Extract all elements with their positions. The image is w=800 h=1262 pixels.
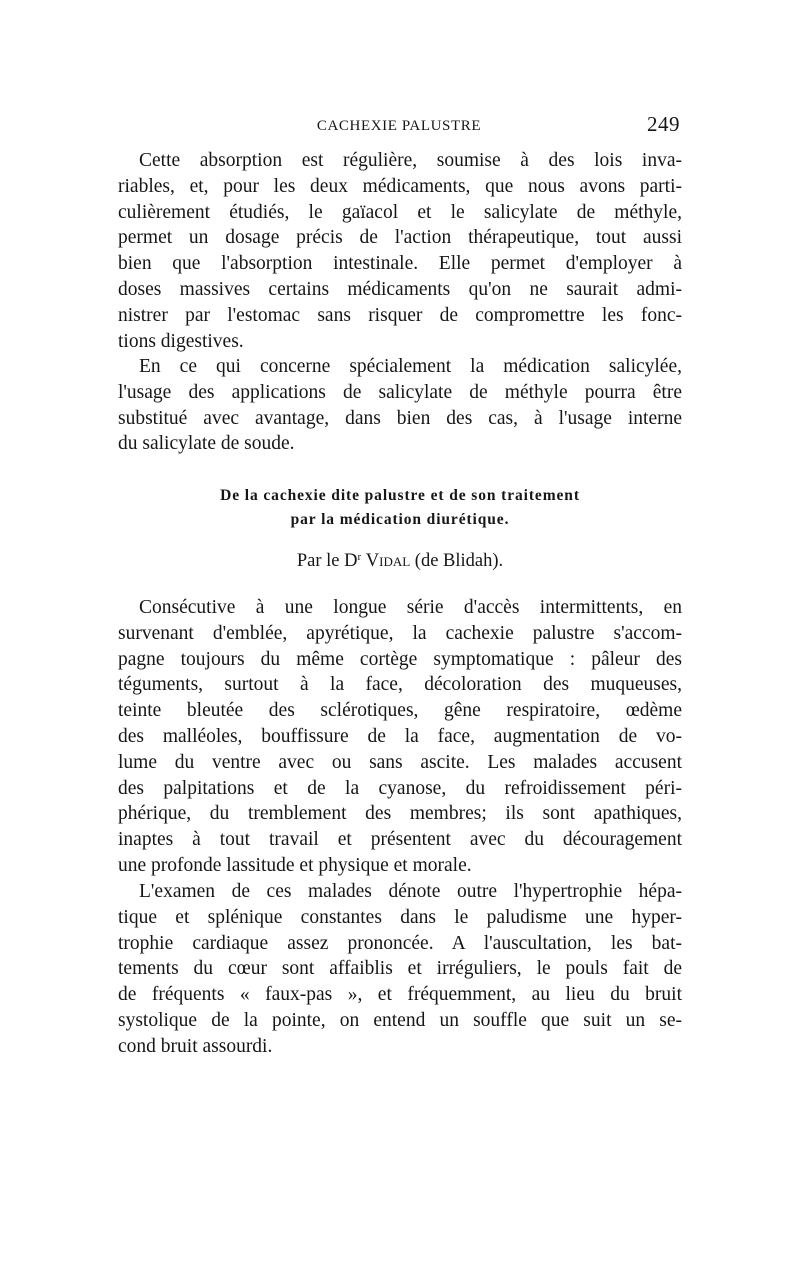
text-line: substitué avec avantage, dans bien des cas, à l'usage interne	[118, 407, 682, 429]
text-line: cond bruit assourdi.	[118, 1035, 273, 1057]
page-number: 249	[647, 112, 680, 136]
paragraph-absorption	[118, 148, 682, 354]
text-line: une profonde lassitude et physique et morale.	[118, 854, 472, 876]
byline-prefix: Par le D	[296, 551, 358, 571]
byline-suffix: (de Blidah).	[414, 551, 504, 571]
running-title: CACHEXIE PALUSTRE	[316, 118, 482, 134]
text-line: tions digestives.	[118, 330, 244, 352]
running-header	[118, 112, 680, 142]
text-line: de fréquents « faux-pas », et fréquemment, au lieu du bruit	[118, 984, 682, 1006]
text-line: inaptes à tout travail et présentent avec du découragement	[118, 829, 682, 851]
section-heading-line: De la cachexie dite palustre et de son traitement	[220, 487, 580, 504]
text-line: L'examen de ces malades dénote outre l'hypertrophie hépa-	[139, 881, 682, 902]
paragraph-examen	[118, 879, 682, 1060]
text-line: l'usage des applications de salicylate de méthyle pourra être	[118, 381, 682, 403]
paragraph-salicylee	[118, 354, 682, 457]
text-line: des malléoles, bouffissure de la face, augmentation de vo-	[118, 725, 682, 747]
text-line: lume du ventre avec ou sans ascite. Les malades accusent	[118, 751, 682, 773]
text-line: survenant d'emblée, apyrétique, la cachexie palustre s'accom-	[118, 622, 682, 644]
author-name: Vidal	[365, 551, 411, 571]
text-line: culièrement étudiés, le gaïacol et le salicylate de méthyle,	[118, 201, 682, 223]
text-line: systolique de la pointe, on entend un souffle que suit un se-	[118, 1009, 682, 1031]
text-line: tements du cœur sont affaiblis et irréguliers, le pouls fait de	[118, 958, 682, 980]
text-line: doses massives certains médicaments qu'on ne saurait admi-	[118, 278, 682, 300]
text-line: nistrer par l'estomac sans risquer de compromettre les fonc-	[118, 304, 682, 326]
text-line: Cette absorption est régulière, soumise à des lois inva-	[139, 150, 682, 171]
text-line: pagne toujours du même cortège symptomatique : pâleur des	[118, 648, 682, 670]
paragraph-consecutive	[118, 595, 682, 879]
text-line: Consécutive à une longue série d'accès intermittents, en	[139, 597, 682, 618]
text-line: phérique, du tremblement des membres; ils sont apathiques,	[118, 803, 682, 825]
text-line: tique et splénique constantes dans le paludisme une hyper-	[118, 906, 682, 928]
text-line: riables, et, pour les deux médicaments, que nous avons parti-	[118, 175, 682, 197]
text-line: téguments, surtout à la face, décoloration des muqueuses,	[118, 674, 682, 696]
text-line: des palpitations et de la cyanose, du refroidissement péri-	[118, 777, 682, 799]
author-byline	[118, 551, 682, 572]
section-heading	[118, 484, 682, 532]
text-line: permet un dosage précis de l'action thérapeutique, tout aussi	[118, 227, 682, 249]
text-line: bien que l'absorption intestinale. Elle permet d'employer à	[118, 253, 682, 275]
text-line: du salicylate de soude.	[118, 433, 295, 455]
section-heading-line: par la médication diurétique.	[290, 511, 510, 528]
text-line: En ce qui concerne spécialement la médication salicylée,	[139, 356, 682, 377]
text-line: teinte bleutée des sclérotiques, gêne respiratoire, œdème	[118, 700, 682, 722]
text-line: trophie cardiaque assez prononcée. A l'auscultation, les bat-	[118, 932, 682, 954]
byline-superscript: r	[357, 551, 362, 563]
